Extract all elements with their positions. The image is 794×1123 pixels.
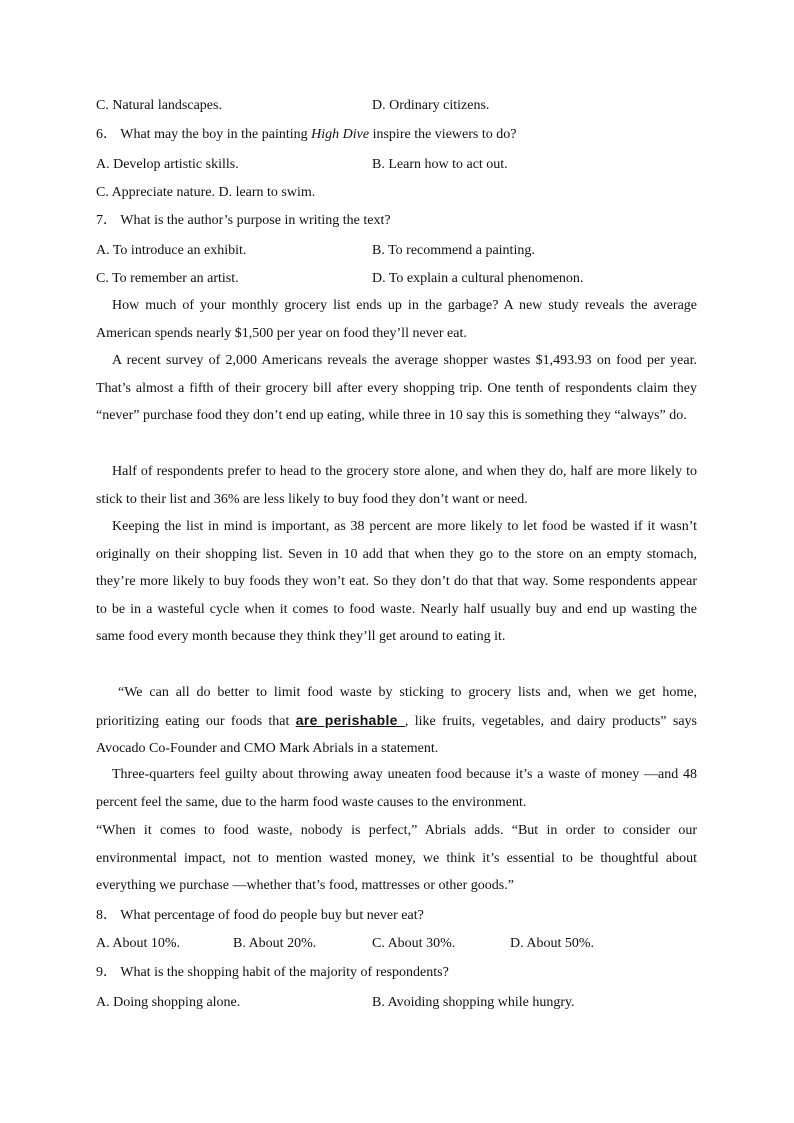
q7-stem: 7． What is the author’s purpose in writing the text?	[96, 213, 391, 228]
q7-option-c: C. To remember an artist.	[96, 271, 239, 286]
q8-stem: 8． What percentage of food do people buy but never eat?	[96, 908, 424, 923]
q9-option-a: A. Doing shopping alone.	[96, 995, 241, 1010]
p5-text-pre: “We can all do better to limit food waste by sticking to grocery lists and, when we get home, prioritizing eating our foods that	[96, 685, 697, 729]
q8-option-a: A. About 10%.	[96, 936, 180, 951]
q5-option-c: C. Natural landscapes.	[96, 98, 222, 113]
passage-paragraph-3: Half of respondents prefer to head to the grocery store alone, and when they do, half are more likely to stick to their list and 36% are less likely to buy food they don’t want or need.	[96, 464, 697, 507]
passage-paragraph-2: A recent survey of 2,000 Americans reveals the average shopper wastes $1,493.93 on food per year. That’s almost a fifth of their grocery bill after every shopping trip. One tenth of respondents claim they “never” purchase food they don’t end up eating, while three in 10 say this is something they “always” do.	[96, 353, 697, 424]
p5-text-post: , like fruits, vegetables, and dairy products” says Avocado Co-Founder and CMO Mark Abrials in a statement.	[96, 713, 697, 757]
q7-option-d: D. To explain a cultural phenomenon.	[372, 271, 584, 286]
q6-stem	[96, 125, 516, 145]
passage-paragraph-5	[96, 679, 697, 763]
passage-paragraph-1: How much of your monthly grocery list ends up in the garbage? A new study reveals the average American spends nearly $1,500 per year on food they’ll never eat.	[96, 298, 697, 341]
q6-stem-post: inspire the viewers to do?	[369, 127, 517, 142]
passage-paragraph-6: Three-quarters feel guilty about throwing away uneaten food because it’s a waste of money —and 48 percent feel the same, due to the harm food waste causes to the environment.	[96, 767, 697, 810]
q8-option-b: B. About 20%.	[233, 936, 317, 951]
q6-painting-title: High Dive	[311, 127, 370, 142]
q7-option-b: B. To recommend a painting.	[372, 243, 535, 258]
q6-stem-pre: 6． What may the boy in the painting	[96, 127, 312, 142]
q6-option-a: A. Develop artistic skills.	[96, 157, 239, 172]
passage-paragraph-4: Keeping the list in mind is important, as 38 percent are more likely to let food be wasted if it wasn’t originally on their shopping list. Seven in 10 add that when they go to the store on an empty stomach, they’re more likely to buy foods they won’t eat. So they don’t do that that way. Some respondents appear to be in a wasteful cycle when it comes to food waste. Nearly half usually buy and end up wasting the same food every month because they think they’ll get around to eating it.	[96, 519, 697, 645]
highlighted-phrase: are perishable	[295, 711, 405, 728]
q6-option-b: B. Learn how to act out.	[372, 157, 508, 172]
q7-option-a: A. To introduce an exhibit.	[96, 243, 247, 258]
q9-stem: 9． What is the shopping habit of the majority of respondents?	[96, 965, 449, 980]
q9-option-b: B. Avoiding shopping while hungry.	[372, 995, 575, 1010]
passage-paragraph-7: “When it comes to food waste, nobody is perfect,” Abrials adds. “But in order to consider our environmental impact, not to mention wasted money, we think it’s essential to be thoughtful about everything we purchase —whether that’s food, mattresses or other goods.”	[96, 823, 697, 894]
q5-option-d: D. Ordinary citizens.	[372, 98, 490, 113]
q8-option-c: C. About 30%.	[372, 936, 456, 951]
q6-option-cd: C. Appreciate nature. D. learn to swim.	[96, 185, 316, 200]
q8-option-d: D. About 50%.	[510, 936, 594, 951]
